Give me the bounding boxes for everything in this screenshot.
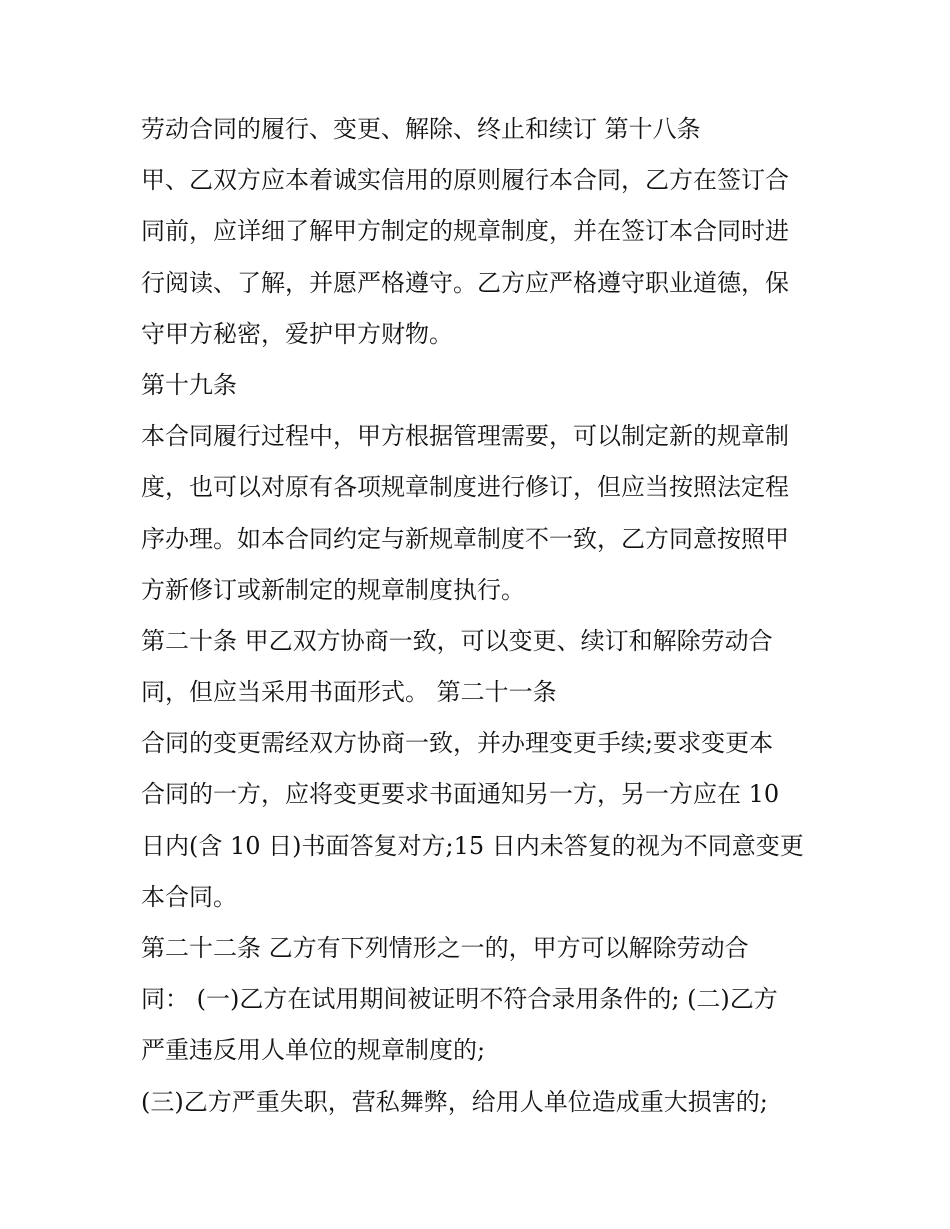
text-line: 第二十二条 乙方有下列情形之一的，甲方可以解除劳动合 xyxy=(141,934,749,962)
text-line: 度，也可以对原有各项规章制度进行修订，但应当按照法定程 xyxy=(141,473,789,502)
text-line: 同前，应详细了解甲方制定的规章制度，并在签订本合同时进 xyxy=(141,217,789,246)
text-line: 日内(含 10 日)书面答复对方;15 日内未答复的视为不同意变更 xyxy=(141,831,804,860)
text-line: 序办理。如本合同约定与新规章制度不一致，乙方同意按照甲 xyxy=(141,524,789,553)
text-line: 本合同履行过程中，甲方根据管理需要，可以制定新的规章制 xyxy=(141,422,789,451)
text-line: 方新修订或新制定的规章制度执行。 xyxy=(141,575,525,604)
text-line: 第二十条 甲乙双方协商一致，可以变更、续订和解除劳动合 xyxy=(141,626,773,655)
text-line: 行阅读、了解，并愿严格遵守。乙方应严格遵守职业道德，保 xyxy=(141,268,789,297)
text-line: 劳动合同的履行、变更、解除、终止和续订 第十八条 xyxy=(141,115,701,143)
text-line: 同，但应当采用书面形式。 第二十一条 xyxy=(141,678,557,707)
text-line: 严重违反用人单位的规章制度的; xyxy=(141,1036,486,1065)
text-line: 合同的一方，应将变更要求书面通知另一方，另一方应在 10 xyxy=(141,780,780,809)
text-line: 守甲方秘密，爱护甲方财物。 xyxy=(141,319,453,348)
text-line: 本合同。 xyxy=(141,882,237,911)
text-line: 第十九条 xyxy=(141,370,237,399)
document-body xyxy=(141,104,821,1128)
text-line: 甲、乙双方应本着诚实信用的原则履行本合同，乙方在签订合 xyxy=(141,166,789,195)
text-line: (三)乙方严重失职，营私舞弊，给用人单位造成重大损害的; xyxy=(141,1087,768,1116)
text-line: 合同的变更需经双方协商一致，并办理变更手续;要求变更本 xyxy=(141,729,774,758)
text-line: 同： (一)乙方在试用期间被证明不符合录用条件的; (二)乙方 xyxy=(141,985,778,1014)
